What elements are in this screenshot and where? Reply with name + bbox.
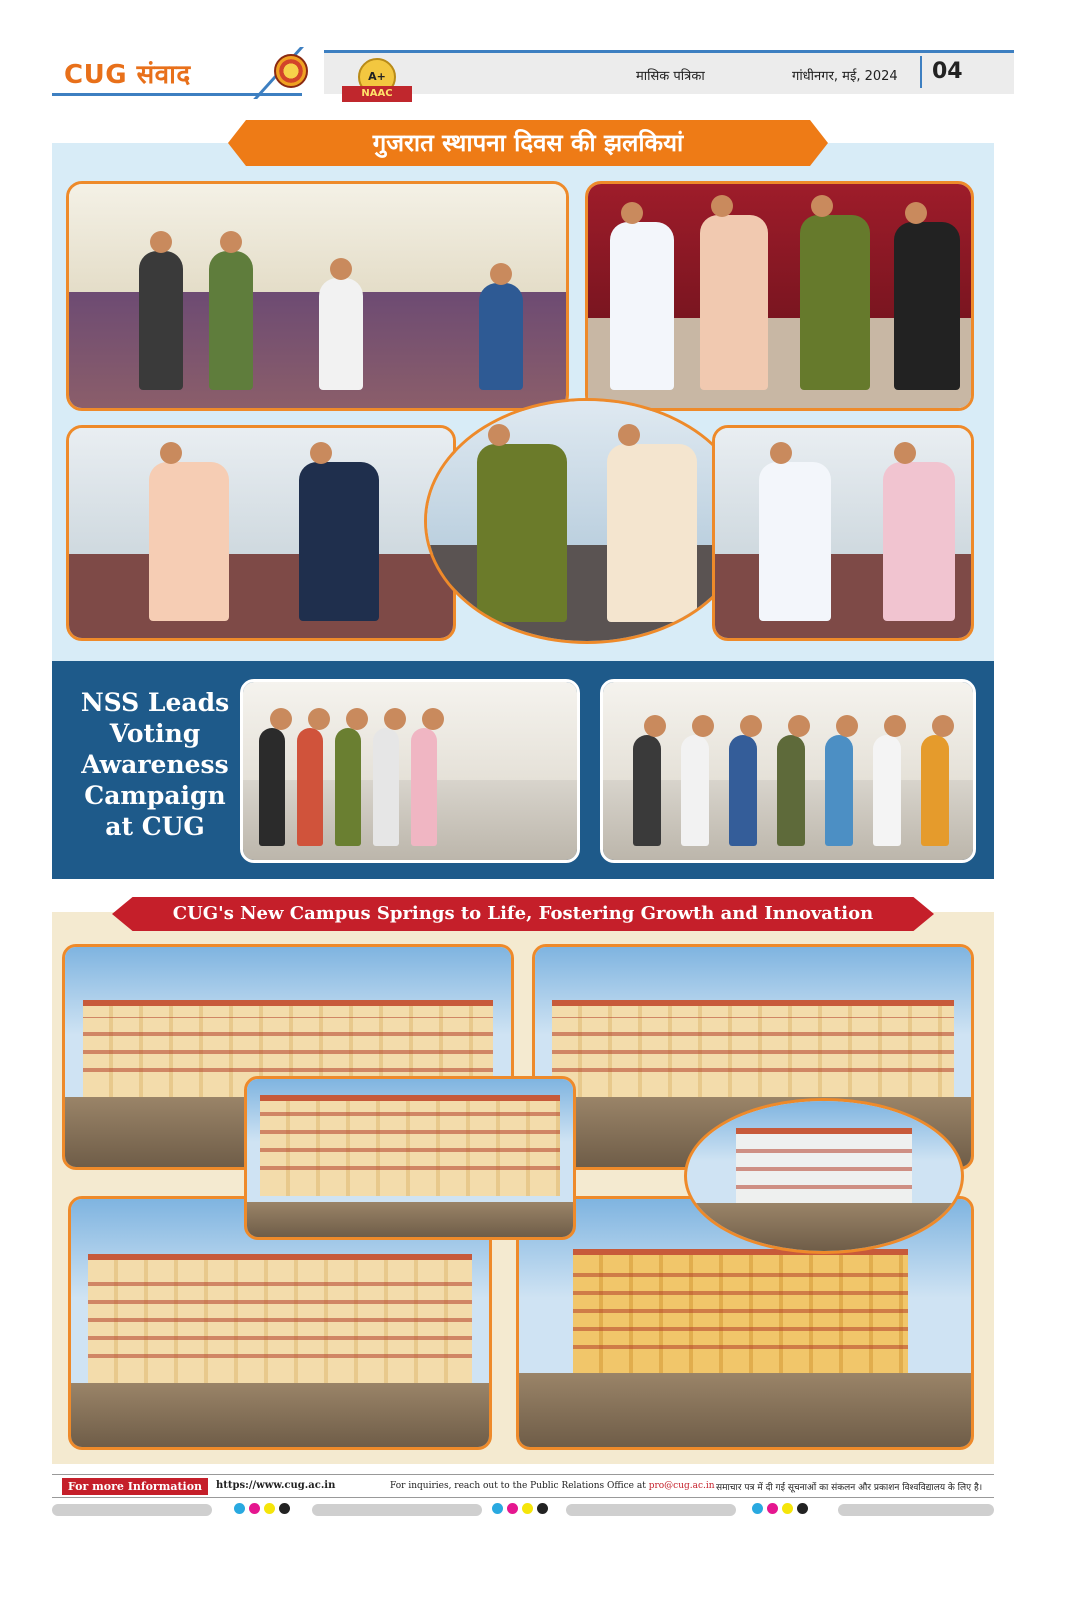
page-number: 04 — [932, 59, 963, 84]
website-link[interactable]: https://www.cug.ac.in — [216, 1480, 336, 1491]
nss-pledge-photo-1 — [240, 679, 580, 863]
page-header — [52, 50, 1014, 99]
header-underline — [52, 93, 302, 96]
university-emblem-icon — [274, 54, 308, 88]
campus-photo-4 — [684, 1098, 964, 1254]
campus-banner — [112, 897, 934, 931]
nss-pledge-photo-2 — [600, 679, 976, 863]
print-bar — [312, 1504, 482, 1516]
print-bar — [838, 1504, 994, 1516]
nss-title-line: Voting — [109, 719, 201, 748]
nss-title — [70, 687, 240, 842]
nss-section — [52, 661, 994, 879]
more-info-label: For more Information — [62, 1478, 208, 1495]
felicitation-photo-3 — [712, 425, 974, 641]
naac-ribbon: NAAC — [342, 86, 412, 102]
inquiry-text — [390, 1481, 715, 1491]
section-title: गुजरात स्थापना दिवस की झलकियां — [372, 129, 684, 157]
gujarat-day-banner — [228, 120, 828, 166]
registration-dots — [492, 1503, 548, 1514]
inquiry-label: For inquiries, reach out to the Public Relations Office at — [390, 1481, 649, 1491]
stage-performance-photo — [66, 181, 569, 411]
page-footer — [52, 1474, 994, 1498]
nss-title-line: Campaign — [84, 781, 226, 810]
nss-title-line: at CUG — [105, 812, 205, 841]
guests-group-photo — [585, 181, 974, 411]
newsletter-logo: CUG संवाद — [64, 60, 191, 90]
publication-type: मासिक पत्रिका — [636, 69, 705, 84]
campus-photo-3 — [244, 1076, 576, 1240]
print-bar — [566, 1504, 736, 1516]
section-title: CUG's New Campus Springs to Life, Fostering Growth and Innovation — [172, 903, 874, 924]
registration-dots — [234, 1503, 290, 1514]
naac-grade: A+ — [368, 70, 386, 83]
print-bar — [52, 1504, 212, 1516]
nss-title-line: Awareness — [81, 750, 229, 779]
naac-badge — [342, 58, 412, 104]
email-link[interactable]: pro@cug.ac.in — [648, 1481, 715, 1491]
place-date: गांधीनगर, मई, 2024 — [792, 69, 898, 84]
registration-dots — [752, 1503, 808, 1514]
nss-title-line: NSS Leads — [80, 688, 230, 717]
felicitation-photo-1 — [66, 425, 456, 641]
header-separator — [920, 56, 922, 88]
disclaimer-note: समाचार पत्र में दी गई सूचनाओं का संकलन और प्रकाशन विश्वविद्यालय के लिए है। — [716, 1483, 983, 1493]
felicitation-photo-2 — [424, 398, 750, 644]
